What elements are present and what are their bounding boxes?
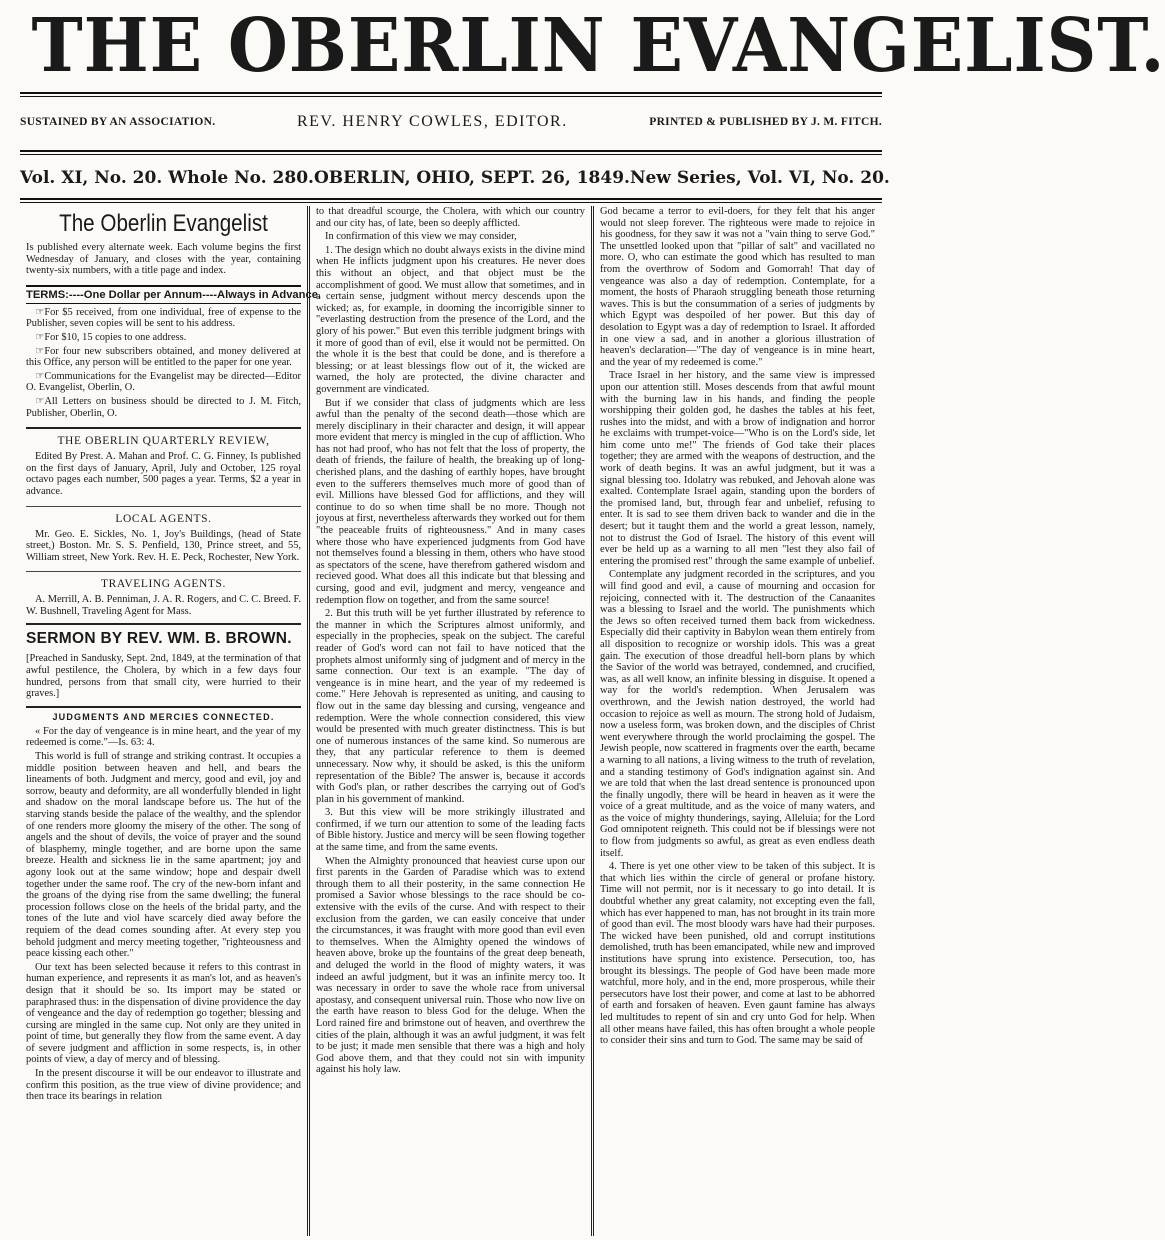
volume-number: Vol. XI, No. 20. Whole No. 280.: [20, 168, 314, 188]
article-paragraph: Our text has been selected because it refers to this contrast in human experience, and represents it as man's lot, and as heaven's design that it should be so. Its import may be stated or paraphrased thus: in the dispensation of divine providence the day of vengeance and the day of redemption go together; blessing and cursing are mingled in the same cup. Not only are they united in point of time, but generally they flow from the same event. A day of severe judgment and affliction in some respects, is, in other points of view, a day of mercy and of blessing.: [26, 961, 301, 1066]
article-paragraph: Trace Israel in her history, and the same view is impressed upon our attention still. Moses descends from that awful mount with the burning law in his hands, and finding the people worshipping their golden god, he dashes the tables at his feet, rushes into the midst, and with a brow of indignation and horror he exclaims with trumpet-voice—"Who is on the Lord's side, let him come unto me!" The friends of God take their places together; they are armed with the weapons of destruction, and the work of death begins. It was an awful judgment, but it was a signal blessing too. Idolatry was rebuked, and Jehovah alone was exalted. Contemplate Israel again, standing upon the borders of the promised land, but, through fear and unbelief, refusing to enter. It is sad to see them driven back to wander and die in the desert; but it taught them and the world a great lesson, namely, not to distrust the God of Israel. The history of this event will ever be held up as a warning to all men "lest they also fail of entering the promised rest" through the same example of unbelief.: [600, 370, 875, 567]
terms-item: ☞For $5 received, from one individual, free of expense to the Publisher, seven copies will be sent to his address.: [26, 306, 301, 330]
dateline-rule-thin: [20, 202, 882, 203]
credits-line: [20, 106, 882, 138]
masthead-rule-thin: [20, 96, 882, 97]
article-paragraph: 4. There is yet one other view to be taken of this subject. It is that which lies within the circle of general or profane history. Time will not permit, nor is it necessary to go into detail. It is doubtful whether any great calamity, not excepting even the fall, which has ever happened to man, has not brought in its train more of good than evil. The most bloody wars have had their purposes. The wicked have been punished, old and corrupt institutions demolished, truth has been emancipated, while new and improved institutions have sprung into existence. Persecution, too, has brought its blessings. The people of God have been made more watchful, more holy, and in the end, more prosperous, while their persecutors have lost their power, and come at last to be abhorred of earth and forsaken of heaven. Even gaunt famine has always led multitudes to repent of sin and cry unto God for help. When all other means have failed, this has often brought a whole people to consider their sins and turn to God. The same may be said of: [600, 861, 875, 1047]
traveling-agents-heading: TRAVELING AGENTS.: [26, 571, 301, 590]
sustained-text: SUSTAINED BY AN ASSOCIATION.: [20, 116, 216, 128]
article-paragraph: But if we consider that class of judgments which are less awful than the penalty of the second death—those which are merely disciplinary in their character and design, it will appear more evident that mercy is mingled in the cup of affliction. Who has not had proof, who has not felt that the loss of property, the death of friends, the failure of health, the breaking up of long-cherished plans, and the dashing of earthly hopes, have brought even to the sufferers themselves much more of good than of evil. Millions have blessed God for afflictions, and they will continue to do so when time shall be no more. Though not joyous at first, nevertheless afterwards they worked out for them "the peaceable fruits of righteousness." And in many cases where those who have experienced judgments from God have not themselves found a blessing in them, others who have stood as spectators of the scene, have therefrom gathered wisdom and recieved good. What does all this indicate but that blessing and cursing, good and evil, judgment and mercy, vengeance and redemption flow on together, and from the same source!: [316, 397, 585, 606]
evangelist-title: The Oberlin Evangelist: [59, 210, 268, 237]
article-paragraph: 2. But this truth will be yet further illustrated by reference to the manner in which the Scriptures almost uniformly, and especially in the prophecies, speak on the subject. The careful reader of God's word can not fail to have noticed that the prophets almost uniformly sing of judgment and of mercy in the same connection. Our text is an example. "The day of vengeance is in mine heart, and the year of my redeemed is come." Here Jehovah is represented as uniting, and causing to flow out in the same day blessing and cursing, vengeance and redemption. Were the whole connection considered, this view would be presented with much greater distinctness. This is but one of numerous instances of the same kind. So numerous are they, that any particular reference to them is deemed unnecessary. Now why, it should be asked, is this the uniform representation of the Bible? The answer is, because it accords with God's plan, or rather describes the carrying out of God's plan in his government of mankind.: [316, 608, 585, 805]
article-paragraph: God became a terror to evil-doers, for they felt that his anger would not sleep forever. The righteous were made to rejoice in his goodness, for they saw it was not a "vain thing to serve God." The unsettled looked upon that "pillar of salt" and vacillated no more. O, who can estimate the good which has resulted to man from the overthrow of Sodom and Gomorrah! That day of vengeance was also a day of redemption. Contemplate, for a moment, the hosts of Pharaoh struggling beneath those returning waves. This is but the consummation of a series of judgments by which Egypt was despoiled of her power. But this day of desolation to Egypt was a day of redemption to Israel. It afforded in one view a sad, and in another a glorious illustration of heaven's declaration—"The day of vengeance is in mine heart, and the year of my redeemed is come.": [600, 206, 875, 368]
printer-text: PRINTED & PUBLISHED BY J. M. FITCH.: [649, 116, 882, 128]
credits-rule-thin: [20, 154, 882, 155]
epigraph: « For the day of vengeance is in mine heart, and the year of my redeemed is come."—Is. 63: 4.: [26, 725, 301, 749]
place-date: OBERLIN, OHIO, SEPT. 26, 1849.: [313, 168, 630, 188]
terms-item: ☞For four new subscribers obtained, and money delivered at this Office, any person will be entitled to the paper for one year.: [26, 345, 301, 369]
dateline-rule: [20, 198, 882, 200]
column-3: [594, 206, 881, 1236]
article-paragraph: 3. But this view will be more strikingly illustrated and confirmed, if we turn our attention to some of the leading facts of Bible history. Justice and mercy will be seen flowing together at the same time, and from the same events.: [316, 807, 585, 854]
article-paragraph: In the present discourse it will be our endeavor to illustrate and confirm this position, as the true view of divine providence; and then trace its bearings in relation: [26, 1068, 301, 1103]
local-agents-heading: LOCAL AGENTS.: [26, 506, 301, 525]
masthead: [0, 0, 1165, 92]
newspaper-title: THE OBERLIN EVANGELIST.: [31, 3, 1165, 89]
traveling-agents-text: A. Merrill, A. B. Penniman, J. A. R. Rogers, and C. C. Breed. F. W. Bushnell, Traveling Agent for Mass.: [26, 594, 301, 617]
article-paragraph: Contemplate any judgment recorded in the scriptures, and you will find good and evil, a cause of mourning and occasion for rejoicing, connected with it. The destruction of the Canaanites was a blessing to Israel and the world. The punishments which the Jews so often received turned them back from wickedness. Especially did their captivity in Babylon wean them entirely from all disposition to recognize or worship idols. This was a great gain. The execution of those dreadful hell-born plans by which the Savior of the world was betrayed, condemned, and crucified, was, as all well know, an infinite blessing in disguise. It opened a way for the world's redemption. When Jerusalem was overthrown, and the Jewish nation destroyed, the world had occasion to rejoice as well as mourn. The strong hold of Judaism, now a useless form, was broken down, and the disciples of Christ went everywhere through the world proclaiming the gospel. The Jewish people, now scattered in fragments over the earth, became a warning to all nations, a living witness to the truth of revelation, and a standing testimony of God's indignation against sin. And we are told that when the last dread sentence is pronounced upon the finally ungodly, there will be heard in heaven as it were the voice of a great multitude, and as the voice of many waters, and as the voice of mighty thunderings, saying, Alleluia; for the Lord God omnipotent reigneth. This could not be if blessings were not to flow from judgments so awful, as great as even endless death itself.: [600, 569, 875, 859]
credits-rule: [20, 150, 882, 152]
column-1: [20, 206, 322, 1236]
local-agents-text: Mr. Geo. E. Sickles, No. 1, Joy's Buildings, (head of State street,) Boston. Mr. S. S. Penfield, 130, Prince street, and 55, William street, New York. Rev. H. E. Peck, Rochester, New York.: [26, 528, 301, 563]
terms-heading: TERMS:----One Dollar per Annum----Always in Advance.: [26, 285, 301, 304]
masthead-rule: [20, 92, 882, 94]
sermon-preface: [Preached in Sandusky, Sept. 2nd, 1849, at the termination of that awful pestilence, the Cholera, by which in a few days four hundred, persons from that small city, were hurried to their graves.]: [26, 653, 301, 700]
terms-item: ☞For $10, 15 copies to one address.: [35, 331, 187, 343]
terms-item: ☞All Letters on business should be directed to J. M. Fitch, Publisher, Oberlin, O.: [26, 395, 301, 419]
section-subhead: JUDGMENTS AND MERCIES CONNECTED.: [26, 706, 301, 722]
sermon-title: SERMON BY REV. WM. B. BROWN.: [26, 623, 301, 649]
column-2: [307, 206, 594, 1236]
editor-text: REV. HENRY COWLES, EDITOR.: [296, 113, 568, 130]
article-paragraph: In confirmation of this view we may consider,: [325, 231, 517, 243]
article-paragraph: When the Almighty pronounced that heaviest curse upon our first parents in the Garden of Paradise which was to extend through them to all their posterity, in the same connection He promised a Savior whose blessings to the race should be co-extensive with the evils of the curse. And with respect to their exclusion from the garden, we can easily conceive that under the circumstances, it was fraught with more good than evil even to themselves. When the Almighty opened the windows of heaven above, broke up the fountains of the great deep beneath, and deluged the world in the flood of mighty waters, it was indeed an awful judgment, but it was an infinite mercy too. It was necessary in order to save the whole race from universal apostasy, and consequent universal ruin. Those who now live on the earth have reason to bless God for the deluge. When the Lord rained fire and brimstone out of heaven, and overthrew the cities of the plain, although it was an awful judgment, it was felt to be just; it made men sensible that there was a high and holy God above them, and that they could not sin with impunity against his holy law.: [316, 855, 585, 1076]
series-number: New Series, Vol. VI, No. 20.: [629, 168, 890, 188]
terms-item: ☞Communications for the Evangelist may be directed—Editor O. Evangelist, Oberlin, O.: [26, 370, 301, 394]
article-paragraph: 1. The design which no doubt always exists in the divine mind when He inflicts judgment upon his creatures. He never does this without an object, and that object must be the accomplishment of good. We must allow that sometimes, and in a certain sense, judgment without mercy descends upon the wicked; as, for example, in dooming the incorrigible sinner to "everlasting destruction from the presence of the Lord, and the glory of his power." But even this terrible judgment brings with it more of good than of evil, else it would not be permitted. On the whole it is the best that could be done, and is therefore a blessing; or at least blessings flow out of it, the wicked are warned, the holy are protected, the divine character and government are vindicated.: [316, 244, 585, 395]
quarterly-review-heading: THE OBERLIN QUARTERLY REVIEW,: [26, 427, 301, 447]
columns: [20, 206, 882, 1236]
article-paragraph: This world is full of strange and striking contrast. It occupies a middle position between heaven and hell, and bears the lineaments of both. Judgment and mercy, good and evil, joy and sorrow, beauty and deformity, are all wonderfully blended in light and shadow on the moral landscape before us. The hut of the starving stands beside the palace of the wealthy, and the splendor of one renders more gloomy the misery of the other. The song of angels and the shout of devils, the voice of prayer and the sound of blasphemy, mingle together, and are borne upon the same breeze. Health and sickness lie in the same apartment; joy and agony look out at the same window; hope and despair dwell together under the same roof. The cry of the new-born infant and the groans of the dying rise from the same dwelling; the funeral procession follows close on the heels of the bridal party, and the tones of the lute and viol have scarcely died away before the requiem of the dead comes sounding after. At every step you behold judgment and mercy meeting together, "righteousness and peace kissing each other.": [26, 751, 301, 960]
article-paragraph: to that dreadful scourge, the Cholera, with which our country and our city has, of late, been so deeply afflicted.: [316, 206, 585, 229]
dateline: [20, 160, 890, 196]
quarterly-review-text: Edited By Prest. A. Mahan and Prof. C. G. Finney, Is published on the first days of January, April, July and October, 125 royal octavo pages each number, 500 pages a year. Terms, $2 a year in advance.: [26, 451, 301, 497]
evangelist-intro: Is published every alternate week. Each volume begins the first Wednesday of January, and closes with the year, containing twenty-six numbers, with a title page and index.: [26, 242, 301, 277]
